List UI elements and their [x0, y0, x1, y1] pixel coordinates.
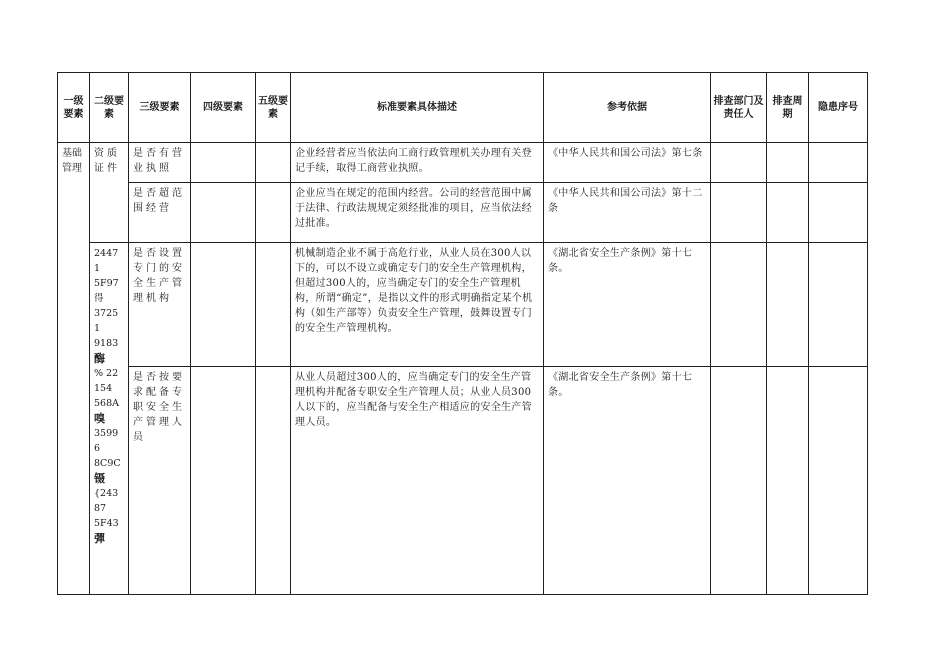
code-text: 2447	[94, 248, 119, 259]
code-text: 镊	[94, 472, 105, 485]
code-text: 1	[94, 263, 101, 274]
code-text: 8C9C	[94, 458, 121, 469]
cell-cycle	[767, 143, 809, 183]
cell-level4	[191, 243, 256, 367]
code-text: 3599	[94, 428, 119, 439]
description-text: 企业应当在规定的范围内经营。公司的经营范围中属于法律、行政法规规定须经批准的项目，应当依法经过批准。	[295, 188, 532, 229]
header-row	[58, 73, 868, 143]
code-text: 得	[94, 293, 104, 304]
table-row	[58, 367, 868, 595]
code-text: 6	[94, 443, 101, 454]
cell-description	[291, 367, 544, 595]
table-row	[58, 243, 868, 367]
header-label: 四级要素	[203, 102, 243, 113]
header-label: 隐患序号	[818, 102, 858, 113]
table-row	[58, 183, 868, 243]
cell-level2	[90, 143, 129, 243]
header-label: 二级要素	[94, 95, 124, 120]
cell-level3	[129, 143, 191, 183]
header-description	[291, 73, 544, 143]
header-level1	[58, 73, 90, 143]
header-label: 排查部门及责任人	[713, 95, 764, 120]
header-level4	[191, 73, 256, 143]
level3-text: 是否超范围经营	[133, 188, 185, 214]
header-label: 五级要素	[258, 95, 288, 120]
header-level2	[90, 73, 129, 143]
header-cycle	[767, 73, 809, 143]
cell-department	[711, 243, 767, 367]
header-hazard-no	[809, 73, 868, 143]
header-label: 标准要素具体描述	[377, 102, 457, 113]
cell-department	[711, 367, 767, 595]
cell-description	[291, 143, 544, 183]
code-text: 彈	[94, 532, 105, 545]
code-text: 87	[94, 503, 107, 514]
header-label: 三级要素	[139, 102, 180, 113]
cell-cycle	[767, 183, 809, 243]
header-label: 一级要素	[63, 95, 84, 120]
level1-text: 基础管理	[62, 148, 82, 174]
code-text: 154	[94, 383, 113, 394]
reference-text: 《湖北省安全生产条例》第十七条。	[548, 248, 693, 274]
cell-department	[711, 183, 767, 243]
level3-text: 是否有营业执照	[133, 148, 185, 174]
cell-description	[291, 183, 544, 243]
code-text: 酶	[94, 352, 105, 365]
level2-text: 资质证件	[94, 148, 120, 174]
cell-reference	[544, 367, 711, 595]
level3-text: 是否按要求配备专职安全生产管理人员	[133, 372, 185, 443]
cell-level5	[256, 367, 291, 595]
level3-text: 是否设置专门的安全生产管理机构	[133, 248, 185, 304]
inspection-table	[57, 72, 868, 595]
cell-reference	[544, 183, 711, 243]
cell-reference	[544, 143, 711, 183]
description-text: 企业经营者应当依法向工商行政管理机关办理有关登记手续，取得工商营业执照。	[295, 148, 532, 174]
code-text: 3725	[94, 308, 119, 319]
cell-level5	[256, 143, 291, 183]
description-text: 从业人员超过300人的，应当确定专门的安全生产管理机构并配备专职安全生产管理人员；从业人员300人以下的，应当配备与安全生产相适应的安全生产管理人员。	[295, 372, 532, 428]
cell-level5	[256, 183, 291, 243]
cell-level3	[129, 183, 191, 243]
cell-level4	[191, 367, 256, 595]
cell-hazard-no	[809, 143, 868, 183]
cell-cycle	[767, 367, 809, 595]
cell-hazard-no	[809, 243, 868, 367]
code-text: 1	[94, 323, 101, 334]
cell-hazard-no	[809, 183, 868, 243]
code-text: 5F97	[94, 278, 119, 289]
code-text: 嗅	[94, 412, 105, 425]
code-text: {243	[94, 488, 119, 499]
cell-level2-codes	[90, 243, 129, 595]
code-text: 568A	[94, 398, 119, 409]
cell-level4	[191, 143, 256, 183]
table-row	[58, 143, 868, 183]
reference-text: 《中华人民共和国公司法》第七条	[548, 148, 703, 159]
header-department	[711, 73, 767, 143]
inspection-sheet	[57, 72, 867, 595]
cell-level3	[129, 367, 191, 595]
header-reference	[544, 73, 711, 143]
description-text: 机械制造企业不属于高危行业，从业人员在300人以下的，可以不设立或确定专门的安全生产管理机构，但超过300人的，应当确定专门的安全生产管理机构，所谓“确定”，是指以文件的形式明确指定某个机构（如生产部等）负责安全生产管理，鼓舞设置专门的安全生产管理机构。	[295, 248, 533, 334]
code-text: 9183	[94, 338, 119, 349]
reference-text: 《中华人民共和国公司法》第十二条	[548, 188, 703, 214]
cell-level3	[129, 243, 191, 367]
cell-cycle	[767, 243, 809, 367]
code-text: % 22	[94, 368, 119, 379]
reference-text: 《湖北省安全生产条例》第十七条。	[548, 372, 693, 398]
cell-level1	[58, 143, 90, 595]
header-label: 排查周期	[772, 95, 803, 120]
code-text: 5F43	[94, 518, 119, 529]
cell-description	[291, 243, 544, 367]
cell-level5	[256, 243, 291, 367]
cell-level4	[191, 183, 256, 243]
header-label: 参考依据	[607, 102, 647, 113]
cell-department	[711, 143, 767, 183]
header-level3	[129, 73, 191, 143]
header-level5	[256, 73, 291, 143]
cell-hazard-no	[809, 367, 868, 595]
cell-reference	[544, 243, 711, 367]
